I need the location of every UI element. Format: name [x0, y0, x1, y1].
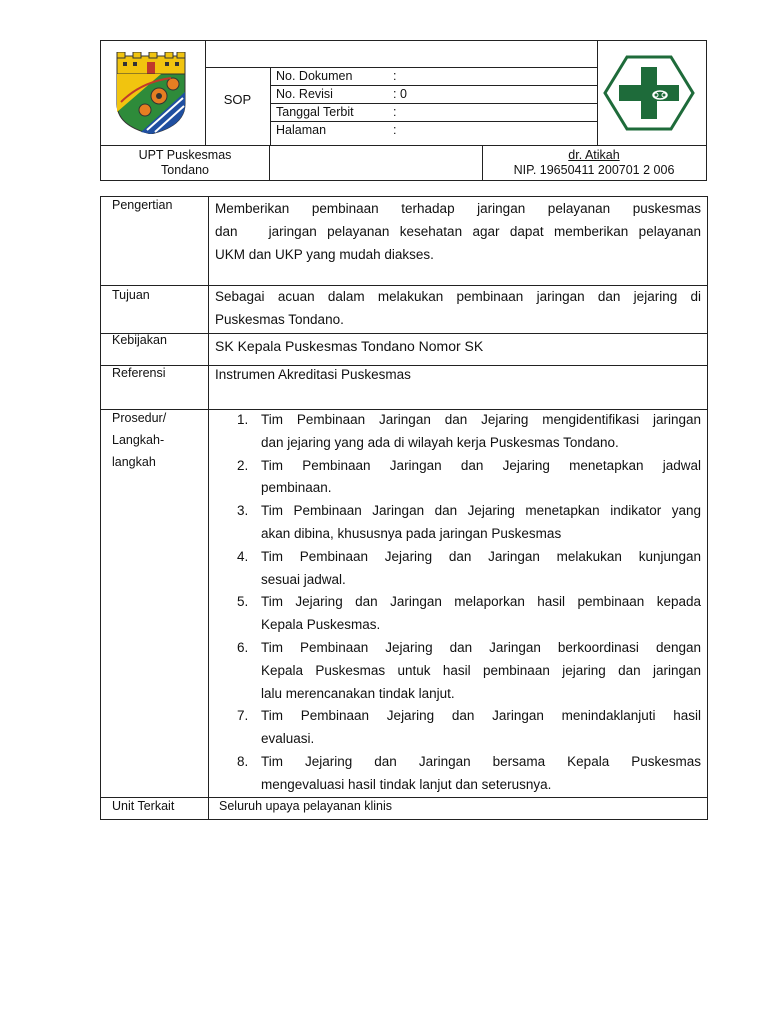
field-label-dokumen: No. Dokumen — [276, 69, 353, 83]
step-number: 6. — [237, 639, 249, 655]
label-referensi: Referensi — [112, 366, 166, 380]
step-2 — [215, 455, 701, 501]
step-number: 4. — [237, 548, 249, 564]
step-line: akan dibina, khususnya pada jaringan Puskesmas — [261, 525, 562, 541]
field-value-dokumen: : — [393, 69, 397, 83]
label-kebijakan: Kebijakan — [112, 333, 167, 347]
step-line: Tim Pembinaan Jejaring dan Jaringan menindaklanjuti hasil — [261, 708, 701, 724]
step-line: mengevaluasi hasil tindak lanjut dan seterusnya. — [261, 776, 552, 792]
step-line: Tim Pembinaan Jaringan dan Jejaring menetapkan indikator yang — [261, 503, 701, 519]
field-value-halaman: : — [393, 123, 397, 137]
step-line: evaluasi. — [261, 731, 315, 747]
pengertian-line-2: dan jaringan pelayanan kesehatan agar dapat memberikan pelayanan — [215, 224, 701, 239]
step-number: 2. — [237, 457, 249, 473]
pengertian-line-3: UKM dan UKP yang mudah diakses. — [215, 247, 434, 262]
step-3 — [215, 500, 701, 546]
step-8 — [215, 751, 701, 797]
signer-name: dr. Atikah — [568, 148, 620, 162]
sop-label: SOP — [223, 92, 252, 107]
step-line: dan jejaring yang ada di wilayah kerja Puskesmas Tondano. — [261, 434, 619, 450]
step-number: 8. — [237, 753, 249, 769]
step-line: Tim Pembinaan Jejaring dan Jaringan melakukan kunjungan — [261, 548, 701, 564]
step-line: Tim Pembinaan Jaringan dan Jejaring mengidentifikasi jaringan — [261, 412, 701, 427]
step-number: 5. — [237, 594, 249, 610]
puskesmas-cross-logo-icon — [603, 55, 695, 131]
pengertian-line-1: Memberikan pembinaan terhadap jaringan pelayanan puskesmas — [215, 201, 701, 216]
step-line: Tim Pembinaan Jaringan dan Jejaring menetapkan jadwal — [261, 457, 701, 473]
label-tujuan: Tujuan — [112, 288, 150, 302]
step-line: lalu merencanakan tindak lanjut. — [261, 685, 455, 701]
sop-header-bottom — [100, 145, 707, 181]
label-prosedur-2: Langkah- — [112, 433, 165, 447]
content-pengertian — [215, 197, 701, 266]
step-line: Kepala Puskesmas untuk hasil pembinaan jejaring dan jaringan — [261, 662, 701, 678]
content-tujuan — [215, 285, 701, 331]
step-7 — [215, 705, 701, 751]
content-referensi: Instrumen Akreditasi Puskesmas — [215, 367, 411, 382]
label-pengertian: Pengertian — [112, 198, 173, 212]
step-6 — [215, 637, 701, 705]
step-line: pembinaan. — [261, 480, 332, 496]
sop-header — [100, 40, 707, 146]
label-unit-terkait: Unit Terkait — [112, 799, 175, 813]
regional-emblem-icon — [111, 52, 191, 134]
content-kebijakan: SK Kepala Puskesmas Tondano Nomor SK — [215, 338, 484, 354]
step-5 — [215, 591, 701, 637]
field-value-tanggal: : — [393, 105, 397, 119]
step-line: Kepala Puskesmas. — [261, 617, 381, 633]
field-value-revisi: : 0 — [393, 87, 407, 101]
field-label-revisi: No. Revisi — [276, 87, 333, 101]
sop-body-table — [100, 196, 708, 820]
step-number: 1. — [237, 412, 249, 427]
step-line: sesuai jadwal. — [261, 571, 346, 587]
tujuan-line-2: Puskesmas Tondano. — [215, 312, 344, 327]
step-number: 7. — [237, 708, 249, 724]
content-unit-terkait: Seluruh upaya pelayanan klinis — [219, 799, 393, 813]
label-prosedur-1: Prosedur/ — [112, 411, 167, 425]
field-label-tanggal: Tanggal Terbit — [276, 105, 354, 119]
field-label-halaman: Halaman — [276, 123, 327, 137]
step-4 — [215, 546, 701, 592]
step-1 — [215, 409, 701, 455]
signer-nip: NIP. 19650411 200701 2 006 — [513, 163, 675, 177]
step-line: Tim Pembinaan Jejaring dan Jaringan berkoordinasi dengan — [261, 639, 701, 655]
step-number: 3. — [237, 503, 249, 519]
step-line: Tim Jejaring dan Jaringan melaporkan hasil pembinaan kepada — [261, 594, 701, 610]
tujuan-line-1: Sebagai acuan dalam melakukan pembinaan jaringan dan jejaring di — [215, 289, 701, 304]
org-name-line1: UPT Puskesmas — [138, 148, 232, 162]
org-name-line2: Tondano — [161, 163, 209, 177]
label-prosedur-3: langkah — [112, 455, 156, 469]
step-line: Tim Jejaring dan Jaringan bersama Kepala Puskesmas — [261, 753, 701, 769]
procedure-steps — [215, 409, 701, 797]
